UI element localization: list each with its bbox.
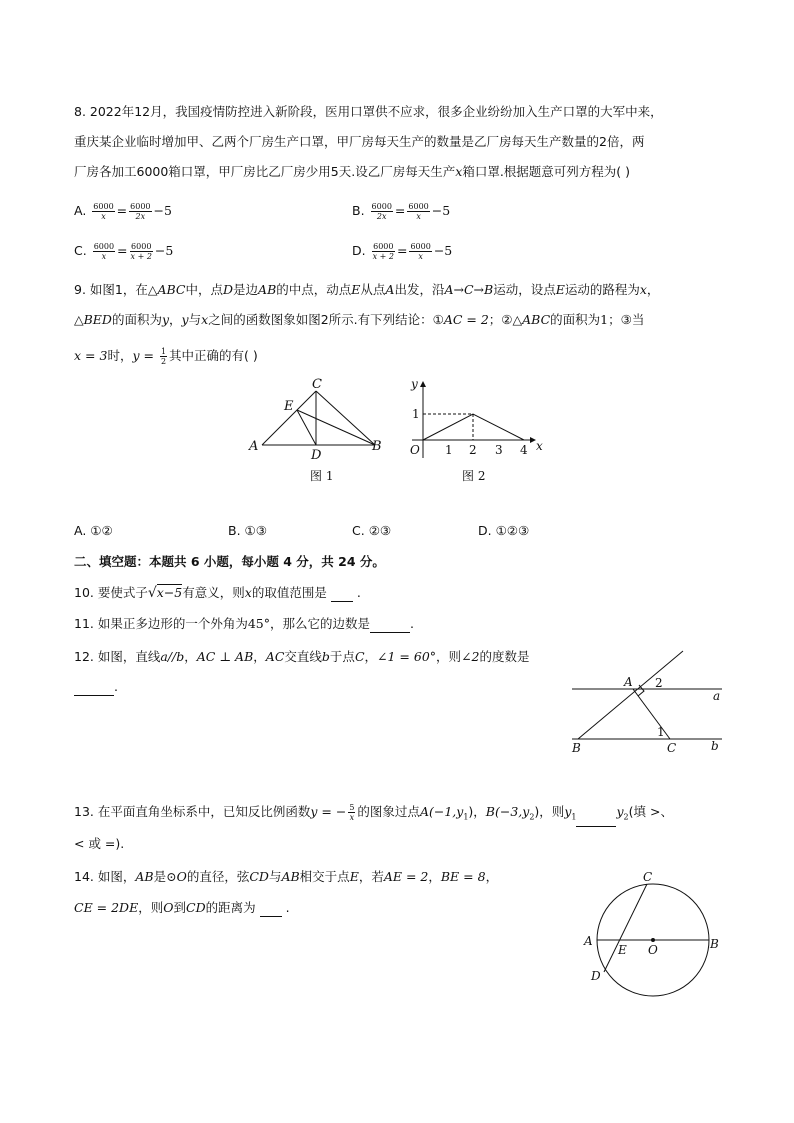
q13-m: A(−1,y	[419, 804, 464, 819]
label-d: D	[311, 448, 322, 463]
q14-figure	[578, 866, 728, 998]
q9-t: 从点	[360, 282, 386, 297]
numerator: 1	[160, 347, 167, 356]
q14-m: E	[349, 869, 359, 884]
tick-1: 1	[445, 443, 453, 457]
q13-t: )，则	[534, 804, 565, 819]
angle-2-label: 2	[655, 676, 663, 690]
q9-m: AC = 2	[443, 312, 489, 327]
q14-t: 相交于点	[299, 869, 350, 884]
option-text: ②③	[368, 523, 392, 538]
option-text: ①②	[90, 523, 113, 538]
q12-line2	[74, 678, 118, 696]
q13-t: )，	[468, 804, 486, 819]
q14-m: ⊙O	[166, 869, 187, 884]
label-a: A	[624, 675, 633, 689]
q13-line1	[74, 803, 673, 827]
fraction	[130, 242, 153, 261]
q9-figure2	[402, 374, 552, 486]
q12-t: ，	[364, 649, 378, 664]
label-line-a: a	[713, 689, 721, 703]
label-e: E	[284, 399, 294, 414]
q8-option-b[interactable]: B. $\frac{6000}{2x}$ = $\frac{6000}{x}$ −5	[352, 202, 451, 221]
q8-line3	[74, 163, 630, 181]
q9-m: A	[385, 282, 395, 297]
origin-label: O	[410, 443, 420, 457]
q14-line1	[74, 868, 498, 886]
numerator: 6000	[408, 202, 429, 211]
fraction	[371, 202, 393, 221]
fraction	[348, 803, 355, 822]
q13-sub: 2	[529, 812, 535, 822]
q13-line2: < 或 =).	[74, 836, 125, 851]
q9-t: ，	[169, 312, 182, 327]
answer-blank[interactable]	[74, 681, 114, 696]
label-b: B	[710, 937, 719, 951]
fraction	[93, 242, 115, 261]
q9-m: AB	[258, 282, 277, 297]
option-tail: −5	[154, 243, 174, 258]
numerator: 5	[349, 803, 355, 812]
label-c: C	[643, 870, 653, 884]
q12-figure	[560, 644, 732, 756]
y-axis-label: y	[411, 377, 418, 391]
q12-line1	[74, 648, 530, 666]
q14-m: AB	[281, 869, 300, 884]
denominator: x	[349, 813, 355, 822]
fraction	[372, 242, 395, 261]
q10-t: 的取值范围是	[251, 585, 327, 600]
denominator: 2x	[376, 212, 387, 221]
q11-t: .	[410, 616, 415, 631]
q9-m: y	[161, 312, 170, 327]
q9-figure1	[240, 372, 390, 488]
q10-m: x	[244, 585, 252, 600]
fraction	[407, 202, 429, 221]
label-c: C	[667, 741, 677, 755]
q12-m: a//b	[160, 649, 185, 664]
q14-t: 是	[153, 869, 167, 884]
q9-m: y	[181, 312, 189, 327]
right-angle-mark	[638, 685, 644, 696]
q8-variable: x	[455, 164, 463, 179]
q11-t: ，那么它的边数是	[270, 616, 371, 631]
denominator: x	[416, 212, 421, 221]
numerator: 6000	[410, 242, 431, 251]
q14-t: 的直径，弦	[186, 869, 250, 884]
q9-t: 运动，设点	[493, 282, 556, 297]
label-b: B	[372, 439, 382, 454]
option-label: B.	[352, 203, 365, 218]
q14-m: CD	[186, 900, 206, 915]
answer-blank[interactable]	[331, 587, 353, 602]
line-ab	[578, 651, 683, 739]
q12-m: ∠1 = 60°	[377, 649, 437, 664]
q9-t: 时，	[107, 348, 133, 363]
q9-t: 的面积为	[550, 312, 601, 327]
q14-m: CE = 2DE	[74, 900, 139, 915]
q9-t: ，	[646, 282, 660, 297]
q14-t: 14. 如图，	[74, 869, 136, 884]
angle-1-label: 1	[657, 725, 665, 739]
q12-t: ，	[184, 649, 197, 664]
label-b: B	[572, 741, 581, 755]
answer-blank[interactable]	[576, 812, 616, 827]
figure1-caption: 图 1	[310, 469, 334, 483]
segment-ed	[297, 410, 316, 445]
q14-t: 与	[268, 869, 282, 884]
q12-m: AC ⊥ AB	[196, 649, 254, 664]
answer-blank[interactable]	[370, 618, 410, 633]
denominator: x	[418, 252, 423, 261]
q13-sub: 2	[623, 812, 629, 822]
q9-t: 其中正确的有( )	[169, 348, 258, 363]
q9-m: 1	[600, 312, 609, 327]
label-a: A	[584, 934, 593, 948]
option-label: B.	[228, 523, 241, 538]
option-label: C.	[352, 523, 365, 538]
q8-line2: 重庆某企业临时增加甲、乙两个厂房生产口罩，甲厂房每天生产的数量是乙厂房每天生产数量的2倍，两	[74, 134, 645, 149]
q13-m: y	[564, 804, 572, 819]
q10-t: 10. 要使式子	[74, 585, 148, 600]
option-tail: −5	[431, 203, 451, 218]
q13-m: y	[616, 804, 624, 819]
q14-t: .	[281, 900, 290, 915]
q12-t: 交直线	[284, 649, 322, 664]
label-d: D	[591, 969, 601, 983]
q13-t: 13. 在平面直角坐标系中，已知反比例函数	[74, 804, 311, 819]
q8-option-a[interactable]: A. $\frac{6000}{x}$ = $\frac{6000}{2x}$ −5	[74, 202, 172, 221]
q9-line3	[74, 347, 258, 366]
q14-t: 到	[173, 900, 186, 915]
option-text: ①②③	[495, 523, 530, 538]
denominator: x	[101, 212, 106, 221]
q14-t: ，则	[138, 900, 164, 915]
numerator: 6000	[93, 242, 115, 251]
q14-t: ，	[485, 869, 499, 884]
q11-m: 45°	[247, 616, 271, 631]
q9-m: △ABC	[512, 312, 551, 327]
label-e: E	[618, 943, 627, 957]
q9-m: E	[555, 282, 565, 297]
option-label: D.	[352, 243, 366, 258]
q9-t: 9. 如图1，在	[74, 282, 148, 297]
q14-m: BE = 8	[440, 869, 486, 884]
tick-3: 3	[495, 443, 503, 457]
q9-m: x	[639, 282, 647, 297]
tick-4: 4	[520, 443, 528, 457]
q9-m: y =	[132, 348, 158, 363]
tick-2: 2	[469, 443, 477, 457]
fraction	[160, 347, 167, 366]
denominator: 2	[160, 357, 167, 366]
numerator: 6000	[130, 202, 151, 211]
q12-t: ，	[253, 649, 266, 664]
q11-t: 11. 如果正多边形的一个外角为	[74, 616, 248, 631]
q12-m: C	[354, 649, 365, 664]
radicand: x−5	[156, 585, 183, 600]
q13-m: B(−3,y	[485, 804, 530, 819]
q9-m: x	[201, 312, 209, 327]
q9-t: 之间的函数图象如图2所示.有下列结论：①	[208, 312, 444, 327]
q9-t: 的面积为	[111, 312, 162, 327]
label-c: C	[312, 377, 322, 392]
tick-y-1: 1	[412, 407, 420, 421]
q9-line2	[74, 311, 644, 329]
q9-t: ；②	[488, 312, 513, 327]
q9-t: 中，点	[185, 282, 223, 297]
fraction	[409, 242, 431, 261]
q9-t: 与	[188, 312, 202, 327]
q12-t: 的度数是	[479, 649, 530, 664]
label-a: A	[249, 439, 259, 454]
segment-eb	[297, 410, 375, 445]
q9-option-c[interactable]	[352, 521, 391, 541]
q12-t: .	[114, 679, 118, 694]
q9-m: x = 3	[74, 348, 108, 363]
numerator: 6000	[373, 242, 394, 251]
q9-m: △ABC	[147, 282, 186, 297]
q10-line: 10. 要使式子√x−5有意义，则x的取值范围是 .	[74, 585, 361, 601]
q9-m: D	[223, 282, 234, 297]
q9-t: 出发，沿	[394, 282, 445, 297]
section-heading: 二、填空题：本题共 6 小题，每小题 4 分，共 24 分。	[74, 554, 385, 569]
denominator: x + 2	[372, 252, 394, 261]
q13-t: 的图象过点	[357, 804, 420, 819]
x-axis-label: x	[536, 439, 543, 453]
segment-cb	[316, 391, 375, 445]
option-tail: −5	[153, 203, 172, 218]
q9-line1	[74, 281, 659, 299]
label-line-b: b	[711, 739, 719, 753]
q8-text-end: 箱口罩.根据题意可列方程为( )	[462, 164, 631, 179]
q13-m: y = −	[310, 804, 347, 819]
option-text: ①③	[244, 523, 267, 538]
q9-t: ；③当	[608, 312, 645, 327]
q13-t: (填 >、	[628, 804, 673, 819]
q10-t: 有意义，则	[182, 585, 245, 600]
q8-option-d[interactable]: D. $\frac{6000}{x + 2}$ = $\frac{6000}{x}$ −5	[352, 242, 453, 261]
q12-t: 于点	[329, 649, 355, 664]
denominator: 2x	[135, 212, 146, 221]
option-tail: −5	[433, 243, 453, 258]
q14-m: O	[163, 900, 174, 915]
q12-m: ∠2	[461, 649, 480, 664]
numerator: 6000	[131, 242, 152, 251]
q14-m: CD	[249, 869, 269, 884]
center-point	[651, 938, 655, 942]
label-o: O	[648, 943, 658, 957]
q9-option-a[interactable]	[74, 521, 113, 541]
answer-blank[interactable]	[260, 902, 282, 917]
q9-t: 是边	[233, 282, 259, 297]
q11-line	[74, 615, 414, 633]
q12-t: 12. 如图，直线	[74, 649, 161, 664]
numerator: 6000	[93, 202, 114, 211]
q12-m: b	[321, 649, 330, 664]
q9-option-d[interactable]	[478, 521, 529, 541]
q14-t: ，若	[358, 869, 384, 884]
option-label: C.	[74, 243, 87, 258]
q13-sub: 1	[571, 812, 577, 822]
numerator: 6000	[371, 202, 392, 211]
q9-m: A→C→B	[444, 282, 494, 297]
q10-t: .	[352, 585, 361, 600]
q9-m: △BED	[74, 312, 112, 327]
q14-line2	[74, 899, 290, 917]
fraction	[129, 202, 151, 221]
q9-option-b[interactable]	[228, 521, 267, 541]
q12-m: AC	[265, 649, 285, 664]
option-label: D.	[478, 523, 492, 538]
q9-m: E	[351, 282, 361, 297]
option-label: A.	[74, 523, 87, 538]
q9-t: 运动的路程为	[564, 282, 640, 297]
figure2-caption: 图 2	[462, 469, 486, 483]
denominator: x + 2	[130, 252, 152, 261]
q14-t: 的距离为	[205, 900, 256, 915]
denominator: x	[101, 252, 107, 261]
fraction	[92, 202, 114, 221]
q8-line1: 8. 2022年12月，我国疫情防控进入新阶段，医用口罩供不应求，很多企业纷纷加入生产口罩的大军中来，	[74, 104, 663, 119]
option-label: A.	[74, 203, 87, 218]
q8-text: 厂房各加工6000箱口罩，甲厂房比乙厂房少用5天.设乙厂房每天生产	[74, 164, 456, 179]
q14-t: ，	[428, 869, 441, 884]
q8-option-c[interactable]: C. $\frac{6000}{x}$ = $\frac{6000}{x + 2}$ −5	[74, 242, 174, 261]
q14-m: AE = 2	[383, 869, 429, 884]
q13-sub: 1	[463, 812, 469, 822]
chord-cd	[604, 884, 647, 972]
q9-t: 的中点，动点	[276, 282, 352, 297]
q14-m: AB	[135, 869, 154, 884]
q12-t: ，则	[436, 649, 462, 664]
